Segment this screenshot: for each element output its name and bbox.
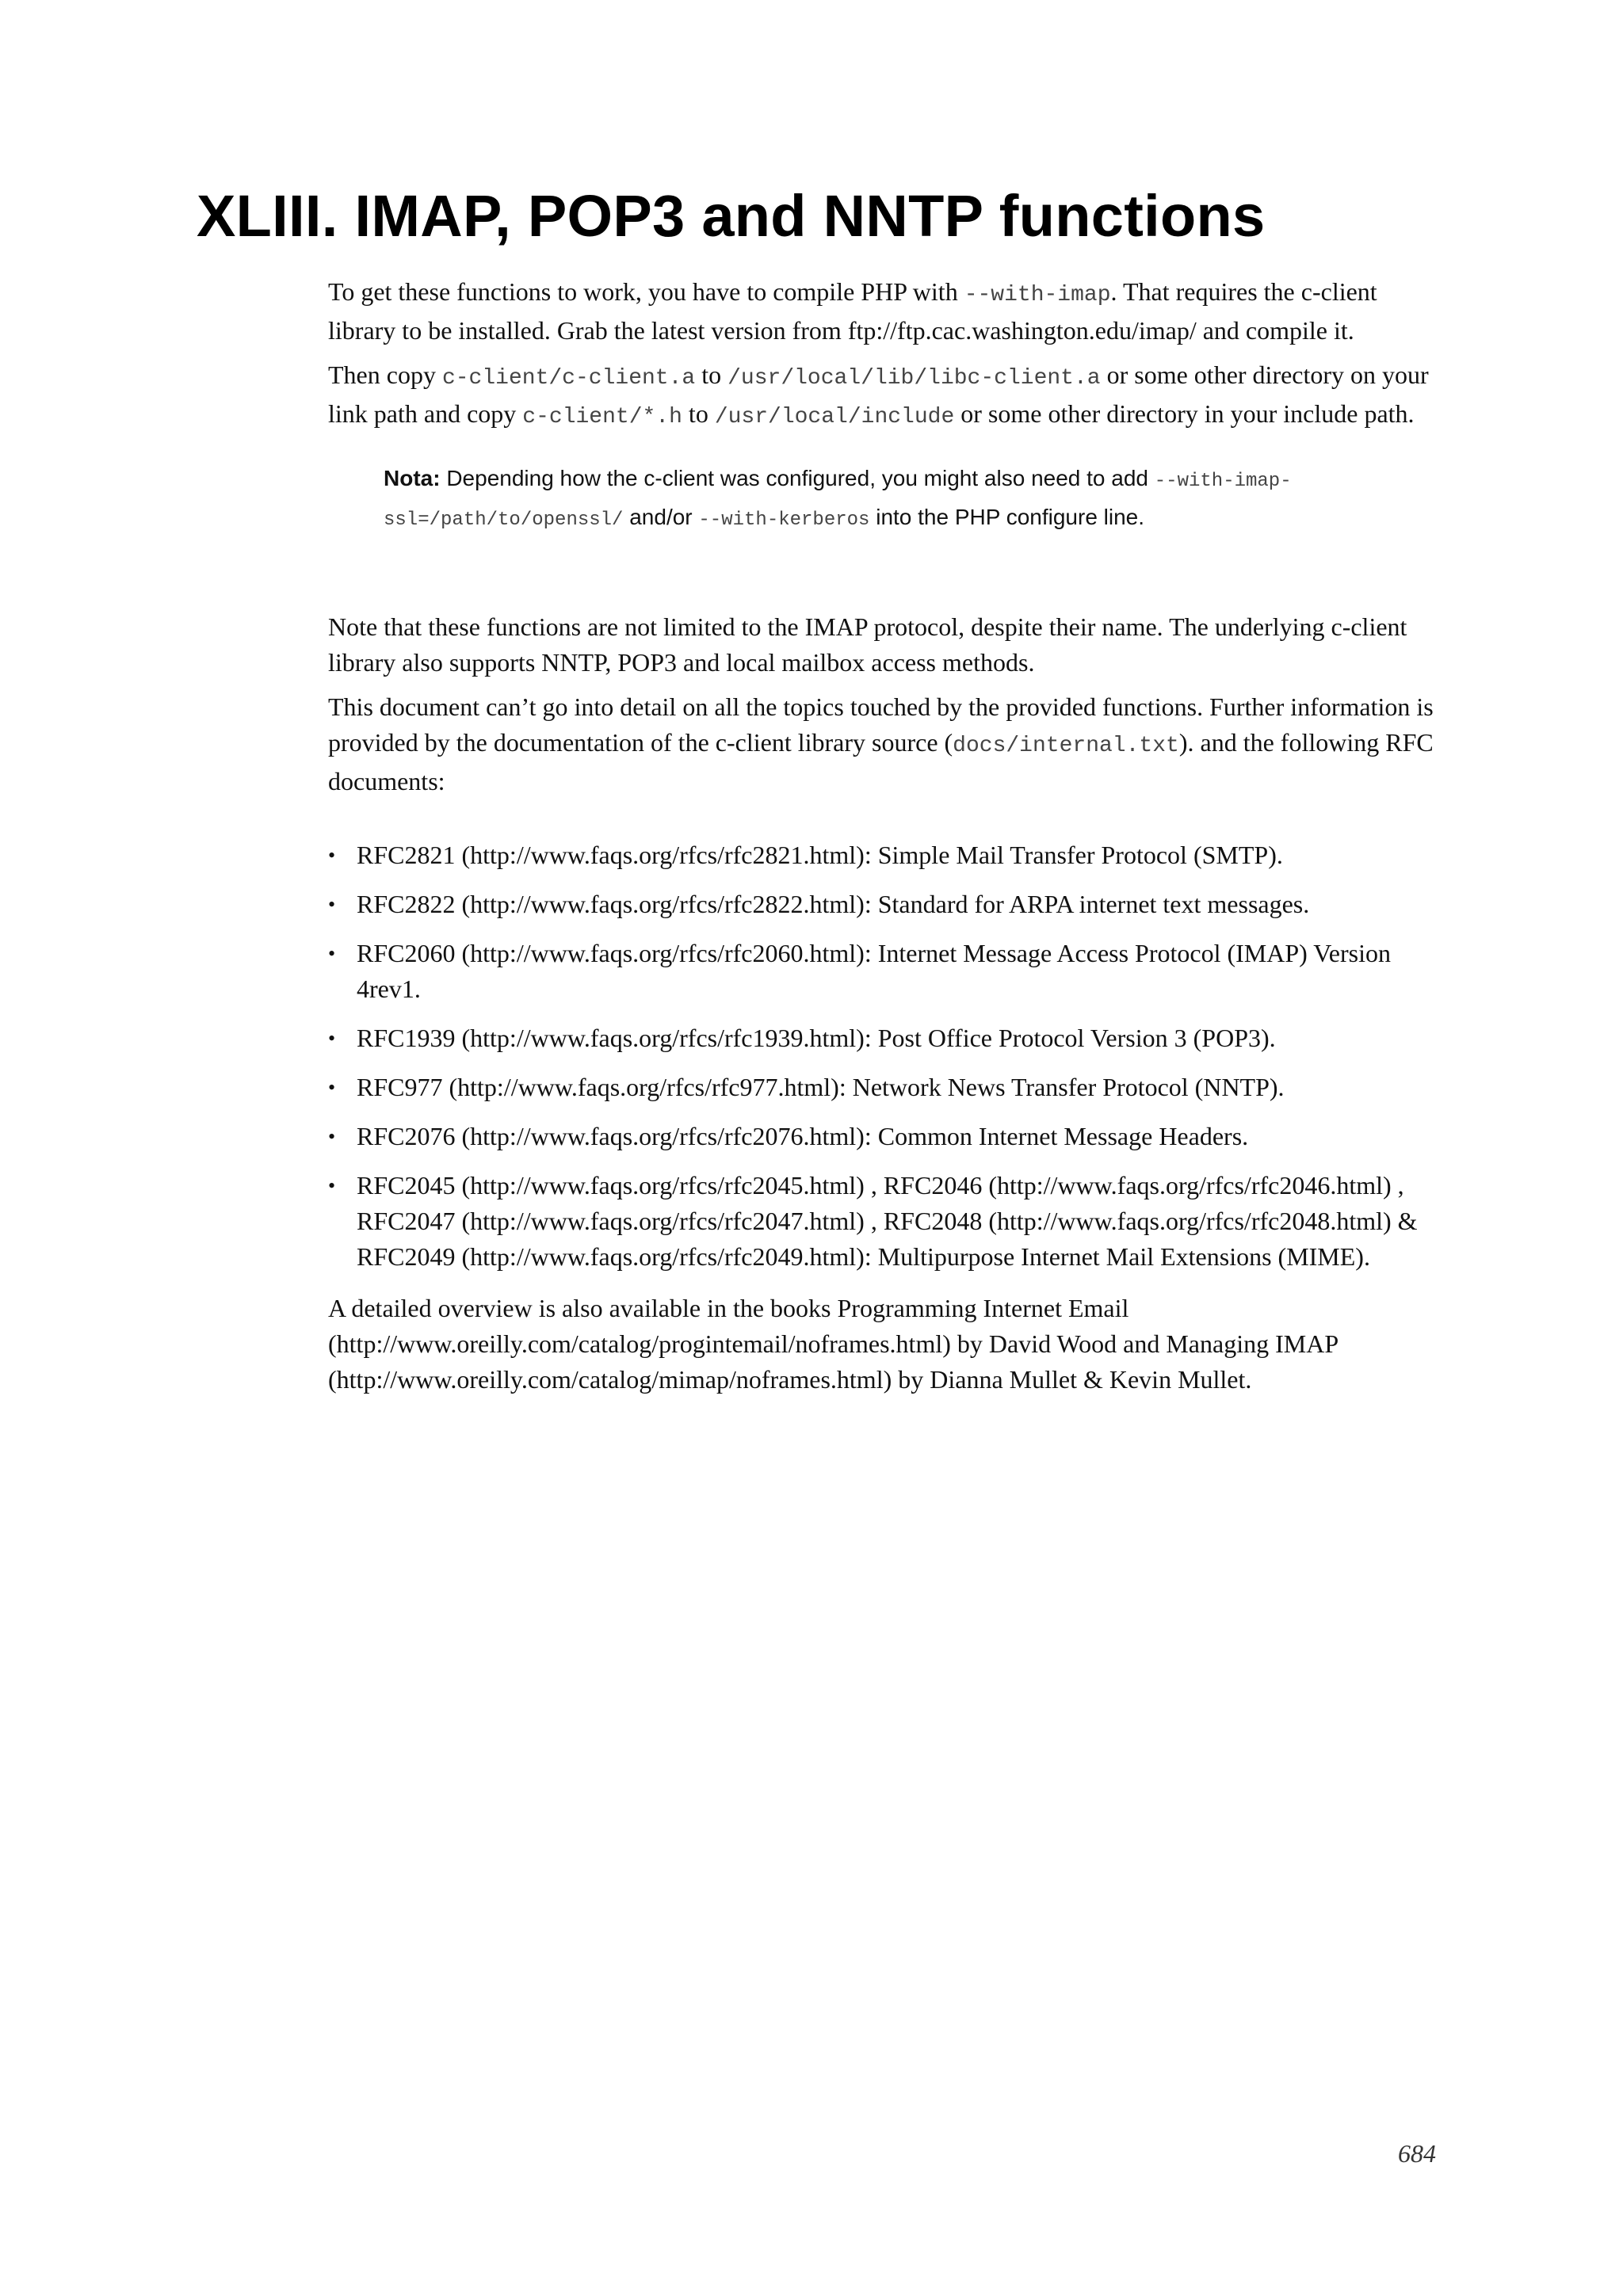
install-text: to [682,399,715,428]
books-paragraph: A detailed overview is also available in the books Programming Internet Email (http://www.oreilly.com/catalog/progintemail/noframes.html) by David Wood and Managing IMAP (http://www.oreilly.com/catalog/mimap/noframes.html) by Dianna Mullet & Kevin Mullet. [328,1294,1338,1394]
page-title: XLIII. IMAP, POP3 and NNTP functions [197,183,1266,249]
list-item: • RFC1939 (http://www.faqs.org/rfcs/rfc1939.html): Post Office Protocol Version 3 (POP3). [328,1020,1438,1056]
intro-text: . That requires the c-client library to be installed. Grab the latest version from ftp://ftp.cac.washington.edu/imap/ and compile it. [328,277,1377,345]
list-item: • RFC2060 (http://www.faqs.org/rfcs/rfc2060.html): Internet Message Access Protocol (IMAP) Version 4rev1. [328,936,1438,1007]
note-text: into the PHP configure line. [869,505,1145,529]
protocols-paragraph: Note that these functions are not limited to the IMAP protocol, despite their name. The underlying c-client library also supports NNTP, POP3 and local mailbox access methods. [328,612,1407,677]
intro-text: To get these functions to work, you have to compile PHP with [328,277,964,306]
configure-option-code: --with-imap [964,283,1111,307]
list-item: • RFC2821 (http://www.faqs.org/rfcs/rfc2821.html): Simple Mail Transfer Protocol (SMTP). [328,837,1438,873]
install-paragraph [328,357,1438,435]
note-box [384,460,1438,538]
list-item: • RFC977 (http://www.faqs.org/rfcs/rfc977.html): Network News Transfer Protocol (NNTP). [328,1070,1438,1105]
path-code: c-client/c-client.a [441,366,696,391]
rfc-list [328,837,1438,1275]
references-text: This document can’t go into detail on all the topics touched by the provided functions. Further information is provided by the documentation of the c-client library source ( [328,692,1434,757]
note-text: and/or [623,505,699,529]
configure-option-code: --with-imap-ssl=/path/to/openssl/ [384,471,1292,531]
note-text: Depending how the c-client was configured, you might also need to add [440,466,1155,490]
page-number: 684 [1398,2139,1436,2168]
references-paragraph [328,689,1438,799]
install-text: Then copy [328,360,442,389]
install-text: to [695,360,728,389]
doc-path-code: docs/internal.txt [953,734,1179,758]
list-item: • RFC2045 (http://www.faqs.org/rfcs/rfc2045.html) , RFC2046 (http://www.faqs.org/rfcs/rfc2046.html) , RFC2047 (http://www.faqs.org/rfcs/rfc2047.html) , RFC2048 (http://www.faqs.org/rfcs/rfc2048.html) & RFC2049 (http://www.faqs.org/rfcs/rfc2049.html): Multipurpose Internet Mail Extensions (MIME). [328,1168,1438,1275]
intro-paragraph [328,274,1438,349]
references-text: ). and the following RFC documents: [328,728,1434,795]
path-code: /usr/local/lib/libc-client.a [727,366,1101,391]
list-item: • RFC2076 (http://www.faqs.org/rfcs/rfc2076.html): Common Internet Message Headers. [328,1119,1438,1154]
list-item: • RFC2822 (http://www.faqs.org/rfcs/rfc2822.html): Standard for ARPA internet text messages. [328,887,1438,922]
note-label: Nota: [384,466,441,490]
install-text: or some other directory in your include path. [954,399,1415,428]
install-text: or some other directory on your link path and copy [328,360,1429,428]
path-code: /usr/local/include [714,405,955,429]
configure-option-code: --with-kerberos [698,509,870,531]
content-body [328,274,1438,1406]
path-code: c-client/*.h [522,405,682,429]
